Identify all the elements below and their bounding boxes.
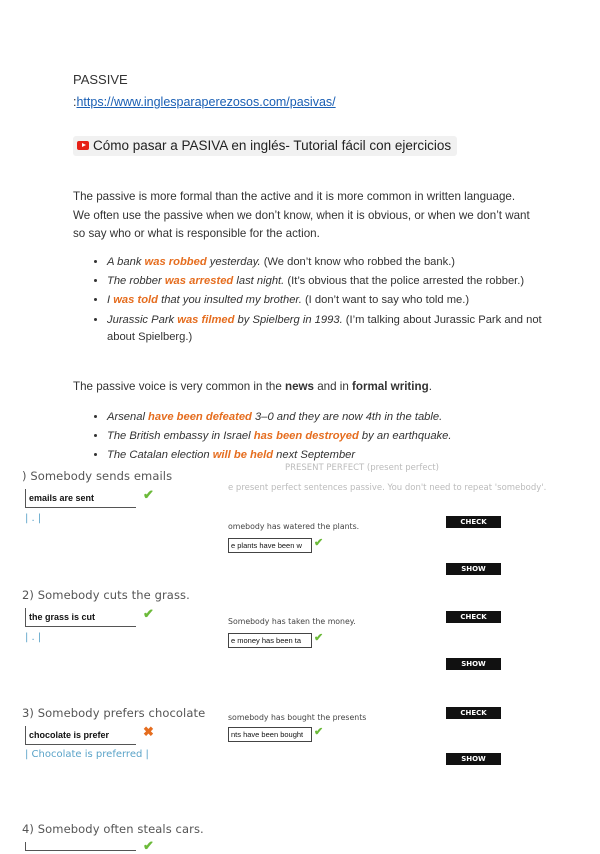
check-mark-icon: ✔ (314, 726, 324, 738)
answer-field-3[interactable]: chocolate is prefer (25, 726, 136, 745)
question-3: 3) Somebody prefers chocolate (22, 706, 206, 720)
check-mark-icon: ✔ (143, 487, 154, 502)
check-button[interactable]: CHECK (446, 707, 501, 719)
answer-field-4[interactable] (25, 842, 136, 851)
question-1: ) Somebody sends emails (22, 469, 173, 483)
check-mark-icon: ✔ (314, 632, 324, 644)
right-answer-field-2[interactable]: e money has been ta (228, 633, 312, 648)
answer-field-2[interactable]: the grass is cut (25, 608, 136, 627)
video-title: Cómo pasar a PASIVA en inglés- Tutorial fácil con ejercicios (93, 138, 452, 153)
examples-list-2 (73, 409, 567, 467)
check-mark-icon: ✔ (143, 606, 154, 621)
youtube-icon (77, 141, 89, 150)
source-link-line: :https://www.inglesparaperezosos.com/pasivas/ (73, 95, 336, 109)
voice-paragraph: The passive voice is very common in the news and in formal writing. (73, 380, 432, 393)
check-button[interactable]: CHECK (446, 611, 501, 623)
list-item: • The British embassy in Israel has been destroyed by an earthquake. (107, 428, 567, 446)
right-exercise-instruction: e present perfect sentences passive. You don't need to repeat 'somebody'. (228, 483, 547, 493)
list-item: • A bank was robbed yesterday. (We don’t know who robbed the bank.) (107, 254, 567, 272)
video-link-chip[interactable] (73, 136, 457, 156)
check-button[interactable]: CHECK (446, 516, 501, 528)
list-item: • The robber was arrested last night. (It’s obvious that the police arrested the robber.) (107, 273, 567, 291)
correction-3: | Chocolate is preferred | (25, 749, 149, 760)
right-question-1: omebody has watered the plants. (228, 522, 360, 531)
right-exercise-header: PRESENT PERFECT (present perfect) (285, 463, 439, 473)
list-item: • Jurassic Park was filmed by Spielberg in 1993. (I’m talking about Jurassic Park and not about Spielberg.) (107, 312, 567, 348)
correction-1: | . | (25, 513, 42, 524)
correction-2: | . | (25, 632, 42, 643)
right-question-2: Somebody has taken the money. (228, 617, 356, 626)
right-answer-field-3[interactable]: nts have been bought (228, 727, 312, 742)
page-title: PASSIVE (73, 72, 128, 87)
list-item: • The Catalan election will be held next September (107, 447, 567, 465)
show-button[interactable]: SHOW (446, 753, 501, 765)
list-item: • I was told that you insulted my brother. (I don’t want to say who told me.) (107, 292, 567, 310)
check-mark-icon: ✔ (143, 838, 154, 853)
source-link[interactable]: https://www.inglesparaperezosos.com/pasivas/ (76, 95, 336, 109)
right-question-3: somebody has bought the presents (228, 713, 367, 722)
answer-field-1[interactable]: emails are sent (25, 489, 136, 508)
show-button[interactable]: SHOW (446, 658, 501, 670)
intro-paragraph: The passive is more formal than the active and it is more common in written language. We often use the passive when we don’t know, when it is obvious, or when we don’t want so say who or what is responsible for the action. (73, 190, 530, 240)
question-4: 4) Somebody often steals cars. (22, 822, 204, 836)
question-2: 2) Somebody cuts the grass. (22, 588, 190, 602)
right-answer-field-1[interactable]: e plants have been w (228, 538, 312, 553)
examples-list-1 (73, 254, 567, 349)
show-button[interactable]: SHOW (446, 563, 501, 575)
check-mark-icon: ✔ (314, 537, 324, 549)
cross-mark-icon: ✖ (143, 724, 154, 739)
list-item: • Arsenal have been defeated 3–0 and they are now 4th in the table. (107, 409, 567, 427)
